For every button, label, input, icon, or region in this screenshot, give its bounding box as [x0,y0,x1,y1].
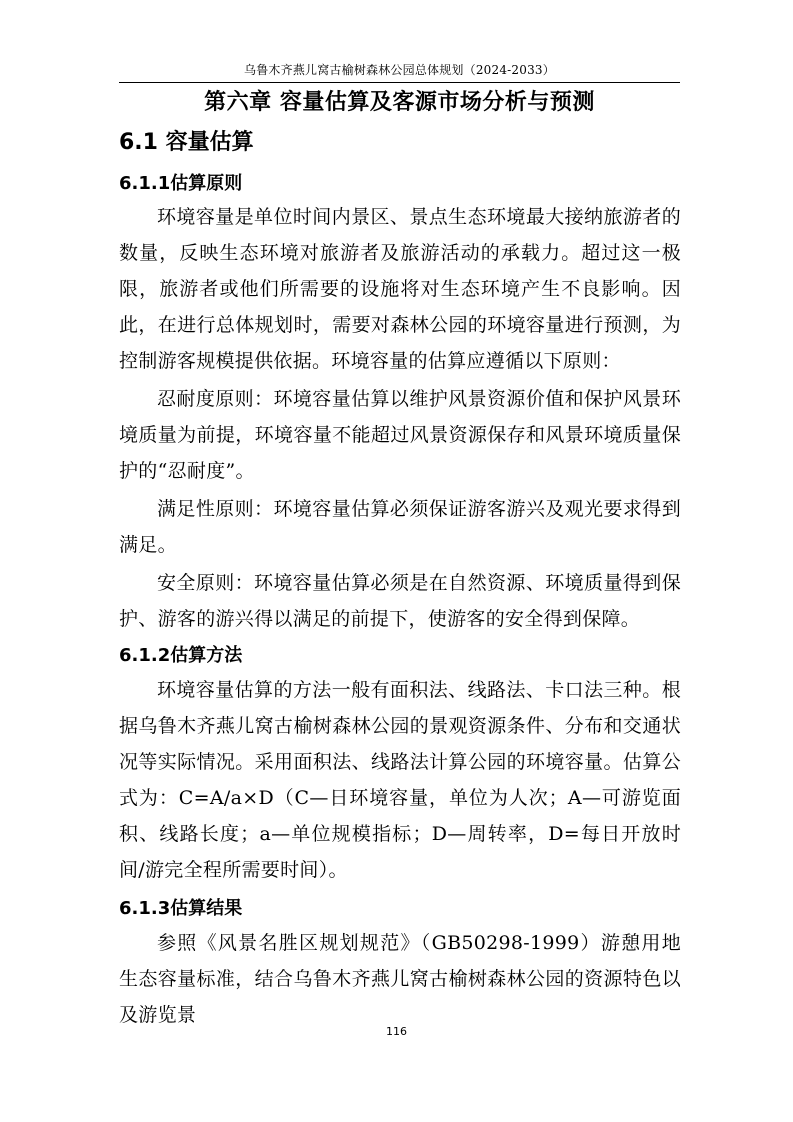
paragraph-estimation-method: 环境容量估算的方法一般有面积法、线路法、卡口法三种。根据乌鲁木齐燕儿窝古榆树森林公园的景观资源条件、分布和交通状况等实际情况。采用面积法、线路法计算公园的环境容量。估算公式为：C=A/a×D（C—日环境容量，单位为人次；A—可游览面积、线路长度；a—单位规模指标；D—周转率，D=每日开放时间/游完全程所需要时间）。 [119,679,681,881]
subsection-heading-principles: 6.1.1估算原则 [119,173,243,194]
header-divider [119,82,680,83]
running-header: 乌鲁木齐燕儿窝古榆树森林公园总体规划（2024-2033） [244,63,555,77]
paragraph-satisfaction-principle: 满足性原则：环境容量估算必须保证游客游兴及观光要求得到满足。 [119,498,681,556]
paragraph-tolerance-principle: 忍耐度原则：环境容量估算以维护风景资源价值和保护风景环境质量为前提，环境容量不能超过风景资源保存和风景环境质量保护的“忍耐度”。 [119,388,681,482]
section-heading: 6.1 容量估算 [119,130,254,155]
paragraph-estimation-results: 参照《风景名胜区规划规范》（GB50298-1999）游憩用地生态容量标准，结合乌鲁木齐燕儿窝古榆树森林公园的资源特色以及游览景 [119,932,681,1026]
paragraph-safety-principle: 安全原则：环境容量估算必须是在自然资源、环境质量得到保护、游客的游兴得以满足的前提下，使游客的安全得到保障。 [119,572,681,630]
subsection-heading-methods: 6.1.2估算方法 [119,645,243,666]
chapter-title: 第六章 容量估算及客源市场分析与预测 [204,90,595,115]
subsection-heading-results: 6.1.3估算结果 [119,898,243,919]
page-number: 116 [386,1025,407,1038]
paragraph-capacity-definition: 环境容量是单位时间内景区、景点生态环境最大接纳旅游者的数量，反映生态环境对旅游者及旅游活动的承载力。超过这一极限，旅游者或他们所需要的设施将对生态环境产生不良影响。因此，在进行总体规划时，需要对森林公园的环境容量进行预测，为控制游客规模提供依据。环境容量的估算应遵循以下原则： [119,206,681,372]
